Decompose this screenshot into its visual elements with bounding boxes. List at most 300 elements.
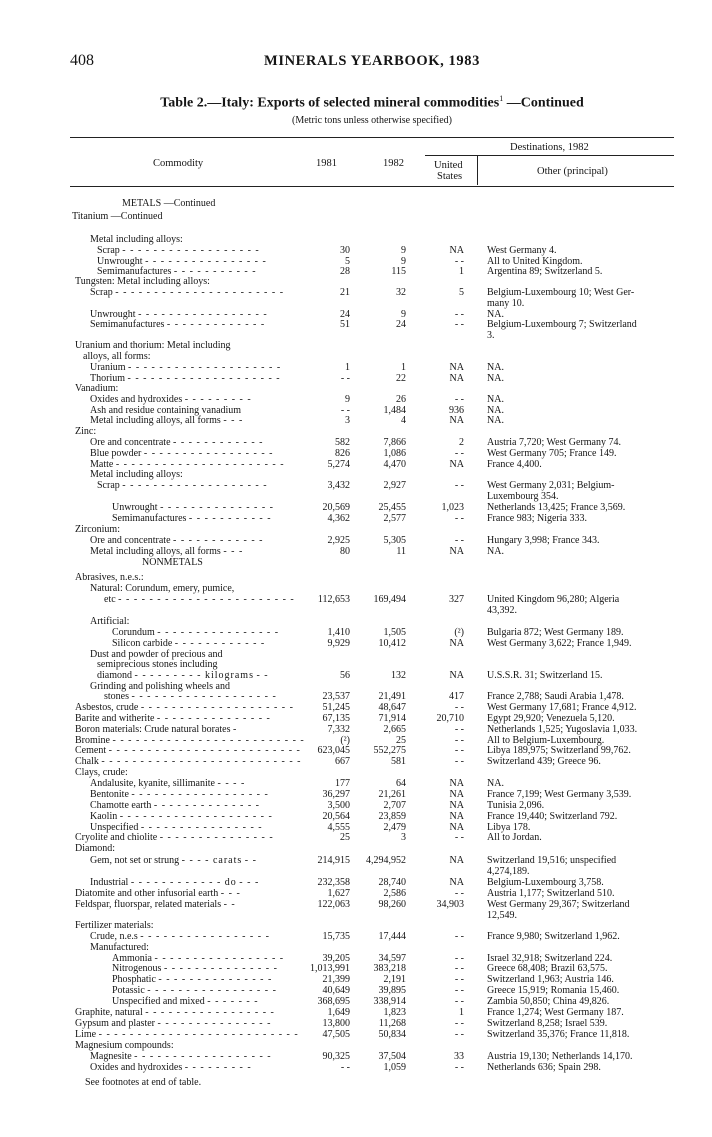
leader-dots: - <box>233 724 238 735</box>
leader-dots: - - - - - - - - - - - - - - - - - - - - - - - - - - <box>98 1029 299 1040</box>
value-1982: 28,740 <box>378 877 406 888</box>
value-1981: 368,695 <box>317 996 350 1007</box>
value-1982: 21,261 <box>378 789 406 800</box>
value-united-states: - - <box>454 888 464 899</box>
value-other-destinations: NA. <box>487 309 504 320</box>
value-1981: 28 <box>340 266 350 277</box>
value-1981: 36,297 <box>322 789 350 800</box>
commodity-label: Asbestos, crude <box>75 702 139 713</box>
commodity-label: Zinc: <box>75 426 97 437</box>
value-other-destinations: U.S.S.R. 31; Switzerland 15. <box>487 670 603 681</box>
value-1982: 1,505 <box>383 627 406 638</box>
value-1981: 15,735 <box>322 931 350 942</box>
commodity-label: Vanadium: <box>75 383 119 394</box>
commodity-label: Chalk <box>75 756 99 767</box>
value-united-states: - - <box>454 832 464 843</box>
leader-dots: - - - - - - - - - - - - <box>173 535 264 546</box>
value-united-states: NA <box>449 245 464 256</box>
leader-dots: - - - - - - - - - - - - - - - - - - - - - - - <box>118 594 295 605</box>
value-1982: 115 <box>391 266 406 277</box>
value-1981: 5 <box>345 256 350 267</box>
value-united-states: - - <box>454 953 464 964</box>
column-header-other-principal: Other (principal) <box>537 166 608 177</box>
table-row <box>0 843 712 855</box>
value-other-destinations: Netherlands 1,525; Yugoslavia 1,033. <box>487 724 638 735</box>
value-united-states: - - <box>454 319 464 330</box>
value-other-destinations: Switzerland 35,376; France 11,818. <box>487 1029 630 1040</box>
commodity-label: Magnesite <box>90 1051 132 1062</box>
value-other-destinations: NA. <box>487 415 504 426</box>
column-header-1981: 1981 <box>316 158 337 169</box>
row-commodity <box>75 843 115 855</box>
commodity-label: Graphite, natural <box>75 1007 143 1018</box>
value-1981: 177 <box>335 778 350 789</box>
value-1981: 667 <box>335 756 350 767</box>
value-1982: 48,647 <box>378 702 406 713</box>
value-1981: 51,245 <box>322 702 350 713</box>
value-united-states: - - <box>454 724 464 735</box>
value-1982: 383,218 <box>373 963 406 974</box>
leader-dots: - - - - - - - - - - - - - - <box>153 800 260 811</box>
commodity-label: Oxides and hydroxides <box>90 394 183 405</box>
value-united-states: - - <box>454 745 464 756</box>
table-title-suffix: —Continued <box>503 95 584 111</box>
value-united-states: NA <box>449 822 464 833</box>
leader-dots: - - - - - - - - - - - - - - - - <box>157 627 280 638</box>
value-united-states: NA <box>449 877 464 888</box>
commodity-label: Industrial <box>90 877 129 888</box>
commodity-label: Magnesium compounds: <box>75 1040 174 1051</box>
commodity-label: Metal including alloys: <box>90 234 183 245</box>
value-1982: 9 <box>401 245 406 256</box>
value-1982: 9 <box>401 309 406 320</box>
commodity-label: Andalusite, kyanite, sillimanite <box>90 778 215 789</box>
commodity-label: Barite and witherite <box>75 713 155 724</box>
value-other-destinations: France 983; Nigeria 333. <box>487 513 587 524</box>
value-1981: 47,505 <box>322 1029 350 1040</box>
value-united-states: NA <box>449 638 464 649</box>
leader-dots: - - - - - - - - - - - - - - - - - - - <box>122 480 268 491</box>
value-1982: 1,823 <box>383 1007 406 1018</box>
commodity-label: Grinding and polishing wheels and <box>90 681 230 692</box>
value-1981: 56 <box>340 670 350 681</box>
commodity-label: stones <box>104 691 129 702</box>
value-united-states: 20,710 <box>436 713 464 724</box>
value-1982: 98,260 <box>378 899 406 910</box>
commodity-label: Fertilizer materials: <box>75 920 154 931</box>
value-other-destinations: NA. <box>487 394 504 405</box>
value-1982: 1,059 <box>383 1062 406 1073</box>
value-1982: 11,268 <box>378 1018 406 1029</box>
value-united-states: - - <box>454 394 464 405</box>
leader-dots-tail: - - - <box>239 877 260 888</box>
value-1981: 21,399 <box>322 974 350 985</box>
value-other-destinations: Argentina 89; Switzerland 5. <box>487 266 603 277</box>
commodity-label: Ore and concentrate <box>90 437 171 448</box>
value-1981: 39,205 <box>322 953 350 964</box>
value-1981: 24 <box>340 309 350 320</box>
commodity-label: Potassic <box>112 985 145 996</box>
value-1981: 1,627 <box>327 888 350 899</box>
value-other-destinations: NA. <box>487 405 504 416</box>
value-1982: 37,504 <box>378 1051 406 1062</box>
value-1982: 39,895 <box>378 985 406 996</box>
commodity-label: Lime <box>75 1029 97 1040</box>
leader-dots: - - - - - - - - - - - - - - - - - - <box>131 789 269 800</box>
leader-dots: - - - - - - - - - - - - - - - - - - - - <box>127 373 281 384</box>
value-united-states: - - <box>454 1029 464 1040</box>
commodity-label: Scrap <box>97 245 120 256</box>
value-other-destinations: West Germany 3,622; France 1,949. <box>487 638 632 649</box>
table-title-text: Table 2.—Italy: Exports of selected mineral commodities <box>160 95 500 111</box>
value-1981: 7,332 <box>327 724 350 735</box>
value-united-states: 936 <box>449 405 464 416</box>
value-other-destinations: Luxembourg 354. <box>487 491 559 502</box>
leader-dots: - - - - - - - - - - - - - - - - - <box>145 1007 275 1018</box>
value-1981: 13,800 <box>322 1018 350 1029</box>
value-1981: - - <box>340 405 350 416</box>
value-other-destinations: Tunisia 2,096. <box>487 800 545 811</box>
value-united-states: - - <box>454 513 464 524</box>
leader-dots: - - - - - - - - - - - - - - - <box>160 502 275 513</box>
value-other-destinations: NA. <box>487 778 504 789</box>
column-header-destinations: Destinations, 1982 <box>510 142 589 153</box>
value-1982: 71,914 <box>378 713 406 724</box>
value-1981: 80 <box>340 546 350 557</box>
leader-dots: - - - - - - - - - - - - <box>174 638 266 649</box>
value-other-destinations: Libya 178. <box>487 822 531 833</box>
commodity-label: Unwrought <box>97 256 143 267</box>
value-united-states: - - <box>454 256 464 267</box>
value-other-destinations: Zambia 50,850; China 49,826. <box>487 996 610 1007</box>
value-1981: 1,649 <box>327 1007 350 1018</box>
value-1981: 21 <box>340 287 350 298</box>
value-other-destinations: NA. <box>487 373 504 384</box>
leader-dots: - - - - - - - - - - - - - - - - - - - - <box>128 362 282 373</box>
leader-dots: - - <box>223 899 236 910</box>
value-1981: 1,013,991 <box>310 963 350 974</box>
value-other-destinations: West Germany 2,031; Belgium- <box>487 480 615 491</box>
value-other-destinations: Switzerland 8,258; Israel 539. <box>487 1018 608 1029</box>
value-1981: 40,649 <box>322 985 350 996</box>
value-united-states: NA <box>449 415 464 426</box>
value-other-destinations: Belgium-Luxembourg 3,758. <box>487 877 604 888</box>
value-other-destinations: Belgium-Luxembourg 7; Switzerland <box>487 319 637 330</box>
commodity-label: Boron materials: Crude natural borates <box>75 724 231 735</box>
value-other-destinations: All to Belgium-Luxembourg. <box>487 735 605 746</box>
value-other-destinations: 3. <box>487 330 495 341</box>
value-united-states: NA <box>449 459 464 470</box>
value-other-destinations: West Germany 17,681; France 4,912. <box>487 702 637 713</box>
commodity-label: Scrap <box>90 287 113 298</box>
value-other-destinations: Netherlands 636; Spain 298. <box>487 1062 601 1073</box>
value-1982: 9 <box>401 256 406 267</box>
value-1982: 26 <box>396 394 406 405</box>
value-other-destinations: Israel 32,918; Switzerland 224. <box>487 953 613 964</box>
value-united-states: - - <box>454 996 464 1007</box>
value-united-states: NA <box>449 373 464 384</box>
value-united-states: 5 <box>459 287 464 298</box>
leader-dots: - - - - - - - - - - - - - - - - - - - - <box>119 811 273 822</box>
value-1982: 3 <box>401 832 406 843</box>
commodity-label: Semimanufactures <box>97 266 172 277</box>
commodity-label: semiprecious stones including <box>97 659 218 670</box>
value-1982: 2,927 <box>383 480 406 491</box>
value-1982: 4,470 <box>383 459 406 470</box>
value-1982: 2,586 <box>383 888 406 899</box>
value-1982: 21,491 <box>378 691 406 702</box>
leader-dots: - - - - - - - - - - - <box>173 266 257 277</box>
value-1981: 214,915 <box>317 855 350 866</box>
value-other-destinations: France 9,980; Switzerland 1,962. <box>487 931 620 942</box>
value-1981: 2,925 <box>327 535 350 546</box>
value-1982: 2,191 <box>383 974 406 985</box>
commodity-label: Abrasives, n.e.s.: <box>75 572 144 583</box>
commodity-label: Corundum <box>112 627 155 638</box>
value-other-destinations: France 4,400. <box>487 459 542 470</box>
leader-dots: - - - - carats <box>181 855 243 866</box>
value-1982: 169,494 <box>373 594 406 605</box>
commodity-label: Zirconium: <box>75 524 120 535</box>
value-1981: 4,362 <box>327 513 350 524</box>
value-1982: 25 <box>396 735 406 746</box>
table-subtitle: (Metric tons unless otherwise specified) <box>292 115 452 126</box>
value-1982: 34,597 <box>378 953 406 964</box>
leader-dots: - - - - - - - - - - - - - - - - - - - - - - - - - <box>108 745 301 756</box>
commodity-label: Metal including alloys: <box>90 469 183 480</box>
value-1982: 11 <box>396 546 406 557</box>
leader-dots: - - - <box>220 888 241 899</box>
value-other-destinations: France 2,788; Saudi Arabia 1,478. <box>487 691 624 702</box>
value-other-destinations: 43,392. <box>487 605 517 616</box>
value-united-states: - - <box>454 735 464 746</box>
value-other-destinations: Austria 7,720; West Germany 74. <box>487 437 621 448</box>
value-other-destinations: Greece 68,408; Brazil 63,575. <box>487 963 608 974</box>
value-1982: 5,305 <box>383 535 406 546</box>
value-other-destinations: France 7,199; West Germany 3,539. <box>487 789 632 800</box>
value-united-states: - - <box>454 309 464 320</box>
leader-dots: - - - <box>223 546 244 557</box>
value-united-states: NA <box>449 855 464 866</box>
value-united-states: - - <box>454 931 464 942</box>
value-united-states: (²) <box>454 627 464 638</box>
value-united-states: - - <box>454 963 464 974</box>
column-header-united-states-line1: United <box>434 160 463 171</box>
value-1981: 1 <box>345 362 350 373</box>
value-1982: 1,086 <box>383 448 406 459</box>
value-other-destinations: Switzerland 439; Greece 96. <box>487 756 601 767</box>
commodity-label: Manufactured: <box>90 942 149 953</box>
commodity-label: Unwrought <box>90 309 136 320</box>
leader-dots: - - - - - - - - - - - - - - - - - - - - - - - - - - <box>101 756 302 767</box>
value-1982: 25,455 <box>378 502 406 513</box>
value-1982: 2,479 <box>383 822 406 833</box>
value-united-states: NA <box>449 800 464 811</box>
value-1981: 90,325 <box>322 1051 350 1062</box>
table-row <box>0 557 712 569</box>
commodity-label: Unwrought <box>112 502 158 513</box>
value-united-states: - - <box>454 1062 464 1073</box>
value-united-states: 417 <box>449 691 464 702</box>
value-other-destinations: 12,549. <box>487 910 517 921</box>
value-1981: (²) <box>340 735 350 746</box>
value-united-states: - - <box>454 480 464 491</box>
leader-dots: - - - - - - - - - - - - - - - - - <box>147 985 277 996</box>
value-other-destinations: France 1,274; West Germany 187. <box>487 1007 624 1018</box>
commodity-label: Thorium <box>90 373 125 384</box>
leader-dots: - - - - - - - - - - - - - - - - - <box>138 309 268 320</box>
commodity-label: alloys, all forms: <box>83 351 151 362</box>
leader-dots: - - - - - - - - - - - - - <box>166 319 266 330</box>
value-united-states: 1 <box>459 266 464 277</box>
value-1982: 23,859 <box>378 811 406 822</box>
value-1981: 623,045 <box>317 745 350 756</box>
leader-dots: - - - - - - - - - - - <box>188 513 272 524</box>
value-1982: 7,866 <box>383 437 406 448</box>
leader-dots: - - - - - - - - - - - - - - - - <box>140 822 263 833</box>
leader-dots: - - - - - - - - - - - - - - - - - - - - - - <box>115 459 285 470</box>
value-1981: 23,537 <box>322 691 350 702</box>
value-other-destinations: Austria 19,130; Netherlands 14,170. <box>487 1051 633 1062</box>
leader-dots-tail: - - <box>244 855 257 866</box>
table-footnote: See footnotes at end of table. <box>85 1077 202 1088</box>
value-1981: 9 <box>345 394 350 405</box>
commodity-label: Ore and concentrate <box>90 535 171 546</box>
leader-dots: - - - - - - - - - - - - - - - <box>159 832 274 843</box>
value-1981: 3,432 <box>327 480 350 491</box>
value-united-states: 1 <box>459 1007 464 1018</box>
value-1981: 9,929 <box>327 638 350 649</box>
value-1982: 4,294,952 <box>366 855 406 866</box>
value-other-destinations: NA. <box>487 546 504 557</box>
value-1982: 581 <box>391 756 406 767</box>
publication-title: MINERALS YEARBOOK, 1983 <box>264 53 480 69</box>
column-header-commodity: Commodity <box>153 158 204 169</box>
value-united-states: NA <box>449 670 464 681</box>
page-number: 408 <box>70 52 94 69</box>
value-united-states: - - <box>454 756 464 767</box>
leader-dots: - - - - - - - - - - - - - - - - - - <box>122 245 260 256</box>
table-row <box>0 211 712 223</box>
value-other-destinations: West Germany 705; France 149. <box>487 448 617 459</box>
leader-dots: - - - - - - - - - - - - do <box>130 877 237 888</box>
value-united-states: 34,903 <box>436 899 464 910</box>
commodity-label: Diatomite and other infusorial earth <box>75 888 219 899</box>
leader-dots: - - - - - - - - - - - - - - - - - - - - - - <box>115 287 285 298</box>
value-1982: 132 <box>391 670 406 681</box>
value-1981: 826 <box>335 448 350 459</box>
value-united-states: NA <box>449 789 464 800</box>
value-1981: 67,135 <box>322 713 350 724</box>
commodity-label: Titanium —Continued <box>72 211 163 222</box>
commodity-label: Clays, crude: <box>75 767 128 778</box>
value-united-states: NA <box>449 546 464 557</box>
commodity-label: Scrap <box>97 480 120 491</box>
value-united-states: - - <box>454 1018 464 1029</box>
value-united-states: - - <box>454 448 464 459</box>
commodity-label: Uranium and thorium: Metal including <box>75 340 231 351</box>
commodity-label: Unspecified <box>90 822 139 833</box>
value-1981: 3 <box>345 415 350 426</box>
value-united-states: 1,023 <box>441 502 464 513</box>
value-1981: - - <box>340 1062 350 1073</box>
commodity-label: Ash and residue containing vanadium <box>90 405 242 416</box>
value-1982: 50,834 <box>378 1029 406 1040</box>
leader-dots: - - - - - - - - - - - - <box>173 437 264 448</box>
leader-dots: - - - - - - - - - - - - - - - <box>157 1018 272 1029</box>
commodity-label: Tungsten: Metal including alloys: <box>75 276 210 287</box>
commodity-label: Ammonia <box>112 953 152 964</box>
commodity-label: Semimanufactures <box>90 319 165 330</box>
value-other-destinations: France 19,440; Switzerland 792. <box>487 811 618 822</box>
value-other-destinations: Hungary 3,998; France 343. <box>487 535 600 546</box>
value-united-states: - - <box>454 702 464 713</box>
commodity-label: Gypsum and plaster <box>75 1018 155 1029</box>
value-other-destinations: Bulgaria 872; West Germany 189. <box>487 627 624 638</box>
commodity-label: Nitrogenous <box>112 963 162 974</box>
value-1981: 25 <box>340 832 350 843</box>
leader-dots: - - - - - - - - - kilograms <box>134 670 254 681</box>
value-1981: 112,653 <box>317 594 350 605</box>
value-other-destinations: Switzerland 19,516; unspecified <box>487 855 617 866</box>
value-1981: 20,564 <box>322 811 350 822</box>
value-other-destinations: Austria 1,177; Switzerland 510. <box>487 888 615 899</box>
leader-dots: - - - - - - - <box>207 996 259 1007</box>
commodity-label: Matte <box>90 459 114 470</box>
leader-dots: - - - - - - - - - - - - - - - <box>156 713 271 724</box>
value-1981: 122,063 <box>317 899 350 910</box>
value-1982: 552,275 <box>373 745 406 756</box>
commodity-label: Silicon carbide <box>112 638 173 649</box>
leader-dots: - - - - <box>217 778 246 789</box>
value-other-destinations: Libya 189,975; Switzerland 99,762. <box>487 745 631 756</box>
value-1982: 17,444 <box>378 931 406 942</box>
commodity-label: Oxides and hydroxides <box>90 1062 183 1073</box>
value-1982: 10,412 <box>378 638 406 649</box>
value-other-destinations: All to Jordan. <box>487 832 542 843</box>
column-header-united-states-line2: States <box>437 171 463 182</box>
value-united-states: 327 <box>449 594 464 605</box>
table-row <box>0 198 712 210</box>
value-1981: 4,555 <box>327 822 350 833</box>
leader-dots: - - - - - - - - - - - - - - - - - <box>143 448 274 459</box>
value-united-states: 2 <box>459 437 464 448</box>
value-united-states: - - <box>454 535 464 546</box>
value-1981: 20,569 <box>322 502 350 513</box>
value-1982: 1,484 <box>383 405 406 416</box>
commodity-label: Bentonite <box>90 789 129 800</box>
commodity-label: METALS —Continued <box>122 198 216 209</box>
commodity-label: Semimanufactures <box>112 513 187 524</box>
value-1982: 2,665 <box>383 724 406 735</box>
value-united-states: - - <box>454 974 464 985</box>
value-united-states: NA <box>449 362 464 373</box>
commodity-label: Feldspar, fluorspar, related materials <box>75 899 222 910</box>
commodity-label: Cement <box>75 745 107 756</box>
leader-dots: - - - - - - - - - <box>184 394 252 405</box>
value-1982: 2,577 <box>383 513 406 524</box>
commodity-label: Diamond: <box>75 843 115 854</box>
commodity-label: Phosphatic <box>112 974 156 985</box>
value-other-destinations: 4,274,189. <box>487 866 530 877</box>
value-united-states: 33 <box>454 1051 464 1062</box>
leader-dots: - - - - - - - - - - - - - - - - - - <box>134 1051 272 1062</box>
commodity-label: diamond <box>97 670 132 681</box>
value-1981: 582 <box>335 437 350 448</box>
leader-dots: - - - - - - - - - <box>184 1062 252 1073</box>
value-1982: 1 <box>401 362 406 373</box>
value-1981: 232,358 <box>317 877 350 888</box>
